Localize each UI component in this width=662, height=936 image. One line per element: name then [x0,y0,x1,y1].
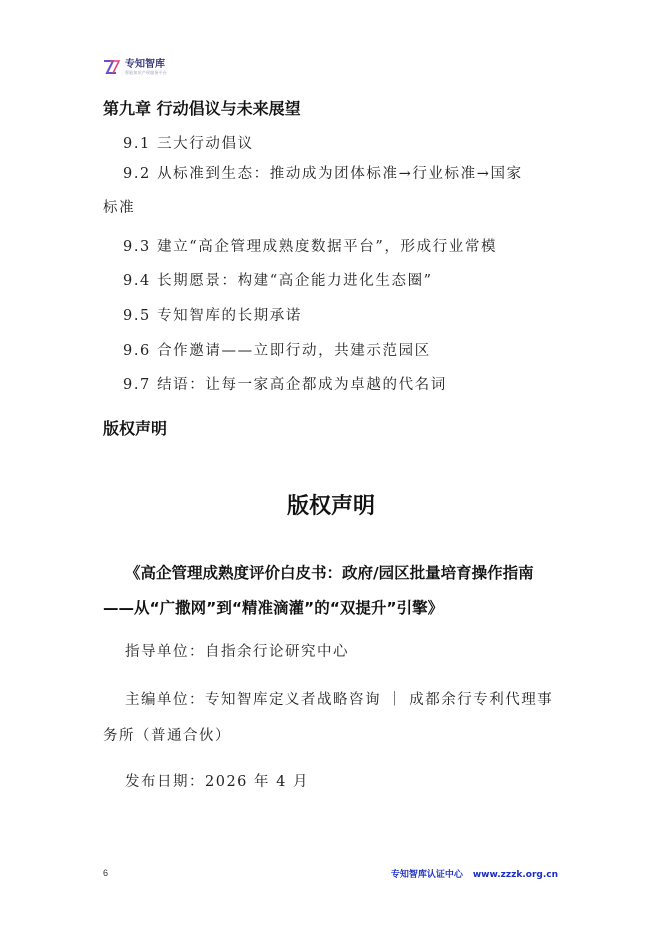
footer-website-link[interactable]: www.zzzk.org.cn [472,870,558,880]
toc-item-copyright[interactable]: 版权声明 [103,419,168,438]
editor-unit: 主编单位：专知智库定义者战略咨询 ｜ 成都余行专利代理事务所（普通合伙） [103,692,554,744]
toc-item-9-5[interactable]: 9.5 专知智库的长期承诺 [123,308,302,324]
logo-subtitle: 智能知识产权服务平台 [125,69,167,75]
page-number: 6 [103,868,109,878]
footer-brand [391,867,558,880]
toc-item-9-2-text: 9.2 从标准到生态：推动成为团体标准→行业标准→国家 [123,166,523,182]
logo-mark-icon [103,59,121,75]
book-title: 《高企管理成熟度评价白皮书：政府/园区批量培育操作指南——从“广撒网”到“精准滴灌”的“双提升”引擎》 [103,564,534,617]
guide-unit: 指导单位：自指余行论研究中心 [125,644,349,660]
toc-item-9-1[interactable]: 9.1 三大行动倡议 [123,136,254,152]
logo-text: 专知智库 [125,58,165,70]
toc-item-9-7[interactable]: 9.7 结语：让每一家高企都成为卓越的代名词 [123,377,447,393]
toc-item-9-4[interactable]: 9.4 长期愿景：构建“高企能力进化生态圈” [123,273,433,289]
footer-center-name: 专知智库认证中心 [390,870,463,880]
toc-item-9-6[interactable]: 9.6 合作邀请——立即行动，共建示范园区 [123,343,431,359]
toc-item-9-3[interactable]: 9.3 建立“高企管理成熟度数据平台”，形成行业常模 [123,239,498,255]
header-logo [103,59,167,75]
toc-item-9-2-continuation: 标准 [103,200,136,216]
copyright-heading: 版权声明 [286,494,375,519]
publish-date: 发布日期：2026 年 4 月 [125,774,309,790]
chapter-title: 第九章 行动倡议与未来展望 [103,99,301,118]
toc-item-9-2[interactable] [103,157,573,225]
